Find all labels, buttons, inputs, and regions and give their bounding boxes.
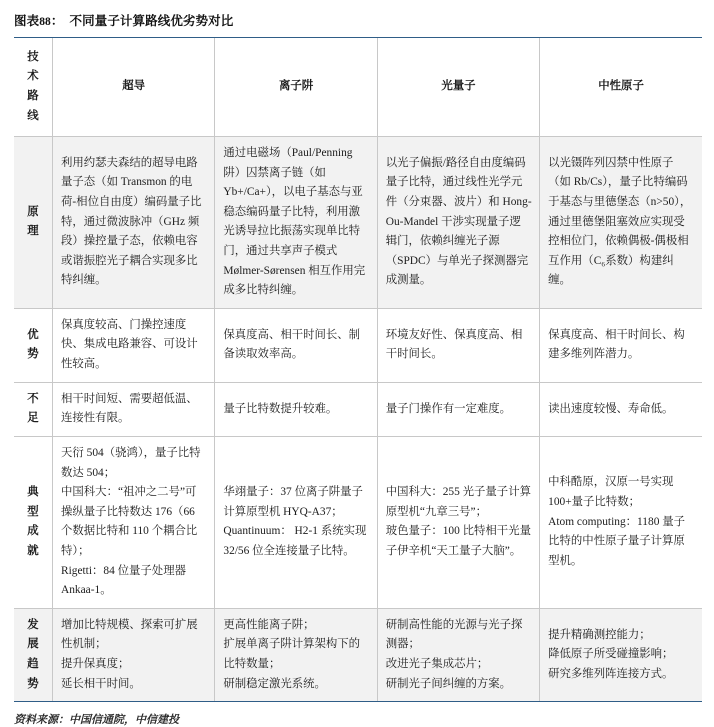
cell-text xyxy=(548,400,695,420)
column-header-1: 超导 xyxy=(53,38,215,137)
row-label-header xyxy=(14,38,53,137)
table-header-row xyxy=(14,38,702,137)
cell-text xyxy=(548,154,695,291)
cell-text xyxy=(223,616,369,694)
figure-number: 88 xyxy=(39,16,51,28)
cell-text xyxy=(61,444,207,601)
row-label-char: 足 xyxy=(27,412,39,425)
cell-line: 利用约瑟夫森结的超导电路量子态（如 Transmon 的电荷-相位自由度）编码量子比特，通过微波脉冲（GHz 频段）操控量子态，依赖电容或谐振腔光子耦合实现多比特纠缠。 xyxy=(61,156,202,287)
cell-line: 华翊量子：37 位离子阱量子计算原型机 HYQ-A37； xyxy=(223,486,363,518)
row-label-char: 型 xyxy=(27,505,39,518)
table-cell xyxy=(540,436,702,608)
table-row xyxy=(14,308,702,382)
table-cell xyxy=(377,436,539,608)
table-body xyxy=(14,38,702,701)
cell-line: 天衍 504（骁鸿），量子比特数达 504； xyxy=(61,446,201,479)
row-label-char: 优 xyxy=(27,328,39,341)
cell-line: 环境友好性、保真度高、相干时间长。 xyxy=(385,328,523,361)
comparison-table-wrapper xyxy=(14,37,702,702)
cell-line: 保真度高、相干时间长、构建多维列阵潜力。 xyxy=(548,328,685,361)
cell-line: 中国科大：255 光子量子计算原型机“九章三号”； xyxy=(385,486,531,518)
source-text: 中国信通院，中信建投 xyxy=(69,714,179,727)
table-cell xyxy=(53,436,215,608)
cell-text xyxy=(223,400,369,420)
cell-line: 保真度高、相干时间长、制备读取效率高。 xyxy=(223,328,361,361)
cell-text xyxy=(386,400,532,420)
table-cell xyxy=(377,608,539,701)
cell-text xyxy=(386,616,532,694)
table-cell xyxy=(377,382,539,436)
cell-text xyxy=(223,483,369,561)
row-label-char: 就 xyxy=(27,544,39,557)
cell-line: 研制光子间纠缠的方案。 xyxy=(385,677,512,690)
cell-text xyxy=(61,616,207,694)
source-label: 资料来源： xyxy=(14,714,69,727)
cell-line: 通过电磁场（Paul/Penning 阱）囚禁离子链（如 Yb+/Ca+），以电子基态与亚稳态编码量子比特，利用激光诱导拉比振荡实现单比特门，通过共享声子模式 Mølmer-Sørensen 相互作用完成多比特纠缠。 xyxy=(223,147,366,297)
cell-text xyxy=(548,326,695,365)
cell-line: 量子比特数提升较难。 xyxy=(223,402,338,415)
figure-title-separator: ： xyxy=(50,14,64,28)
cell-text xyxy=(548,473,695,571)
cell-text xyxy=(61,154,207,291)
row-label-char: 展 xyxy=(27,638,39,651)
cell-line: 改进光子集成芯片； xyxy=(385,658,489,671)
cell-line: 增加比特规模、探索可扩展性机制； xyxy=(61,618,198,651)
comparison-table xyxy=(14,38,702,701)
table-row xyxy=(14,382,702,436)
row-label-char: 势 xyxy=(27,348,39,361)
row-label-char: 术 xyxy=(27,70,39,83)
table-cell xyxy=(377,308,539,382)
table-cell xyxy=(377,137,539,309)
cell-line: 以光子偏振/路径自由度编码量子比特，通过线性光学元件（分束器、波片）和 Hong-Ou-Mandel 干涉实现量子逻辑门，依赖纠缠光子源（SPDC）与单光子探测器完成测量。 xyxy=(385,156,532,287)
row-label-char: 原 xyxy=(27,205,39,218)
row-label-char: 势 xyxy=(27,677,39,690)
row-label-典型成就 xyxy=(14,436,53,608)
figure-title xyxy=(0,0,714,37)
table-cell xyxy=(540,382,702,436)
table-cell xyxy=(215,436,377,608)
table-cell xyxy=(53,137,215,309)
cell-text xyxy=(386,154,532,291)
figure-title-prefix: 图表 xyxy=(14,14,40,28)
figure-title-text: 不同量子计算路线优劣势对比 xyxy=(69,14,234,28)
table-cell xyxy=(215,137,377,309)
row-label-char: 理 xyxy=(27,225,39,238)
table-cell xyxy=(215,308,377,382)
cell-line: 研究多维列阵连接方式。 xyxy=(548,667,674,680)
row-label-发展趋势 xyxy=(14,608,53,701)
cell-line: 延长相干时间。 xyxy=(61,677,141,690)
column-header-2: 离子阱 xyxy=(215,38,377,137)
cell-line: 中科酷原，汉原一号实现 100+量子比特数； xyxy=(548,476,674,508)
cell-line: 降低原子所受碰撞影响； xyxy=(548,648,674,661)
cell-line: Rigetti：84 位量子处理器 Ankaa-1。 xyxy=(61,564,186,597)
cell-line: 中国科大：“祖冲之二号”可操纵量子比特数达 176（66 个数据比特和 110 个耦合比特）； xyxy=(61,486,198,557)
table-cell xyxy=(215,382,377,436)
table-row xyxy=(14,608,702,701)
row-label-优势 xyxy=(14,308,53,382)
table-cell xyxy=(53,382,215,436)
row-label-char: 线 xyxy=(27,109,39,122)
cell-text xyxy=(386,326,532,365)
cell-text xyxy=(223,326,369,365)
row-label-原理 xyxy=(14,137,53,309)
row-label-不足 xyxy=(14,382,53,436)
cell-line: 研制高性能的光源与光子探测器； xyxy=(385,618,523,651)
cell-line: 相干时间短、需要超低温、连接性有限。 xyxy=(61,392,198,425)
table-cell xyxy=(540,308,702,382)
table-cell xyxy=(215,608,377,701)
row-label-char: 路 xyxy=(27,90,39,102)
row-label-char: 典 xyxy=(27,486,39,499)
cell-text xyxy=(61,390,207,429)
cell-text xyxy=(61,316,207,375)
cell-line: 量子门操作有一定难度。 xyxy=(385,402,512,415)
table-cell xyxy=(540,137,702,309)
row-label-char: 成 xyxy=(27,525,39,538)
cell-text xyxy=(386,483,532,561)
cell-line: 读出速度较慢、寿命低。 xyxy=(548,402,674,415)
source-note xyxy=(0,702,714,727)
row-label-char: 不 xyxy=(27,392,39,405)
cell-line: 保真度较高、门操控速度快、集成电路兼容、可设计性较高。 xyxy=(61,318,198,371)
cell-line: 更高性能离子阱； xyxy=(223,618,315,631)
row-label-char: 技 xyxy=(27,50,39,63)
cell-line: 研制稳定激光系统。 xyxy=(223,677,326,690)
table-row xyxy=(14,436,702,608)
column-header-3: 光量子 xyxy=(377,38,539,137)
column-header-4: 中性原子 xyxy=(540,38,702,137)
row-label-char: 发 xyxy=(27,618,39,631)
cell-text xyxy=(223,144,369,301)
table-cell xyxy=(53,608,215,701)
table-row xyxy=(14,137,702,309)
cell-line: Quantinuum： H2-1 系统实现 32/56 位全连接量子比特。 xyxy=(223,525,367,557)
cell-line: 以光镊阵列囚禁中性原子（如 Rb/Cs），量子比特编码于基态与里德堡态（n>50），通过里德堡阻塞效应实现受控相位门，依赖偶极-偶极相互作用（C₆系数）构建纠缠。 xyxy=(548,156,692,287)
row-label-char: 趋 xyxy=(27,658,39,671)
table-cell xyxy=(53,308,215,382)
cell-line: 扩展单离子阱计算架构下的比特数量； xyxy=(223,638,361,671)
cell-line: Atom computing：1180 量子比特的中性原子量子计算原型机。 xyxy=(548,515,686,567)
table-cell xyxy=(540,608,702,701)
cell-line: 提升精确测控能力； xyxy=(548,628,651,641)
cell-line: 玻色量子：100 比特相干光量子伊辛机“天工量子大脑”。 xyxy=(385,525,531,557)
cell-text xyxy=(548,626,695,685)
cell-line: 提升保真度； xyxy=(61,658,130,671)
